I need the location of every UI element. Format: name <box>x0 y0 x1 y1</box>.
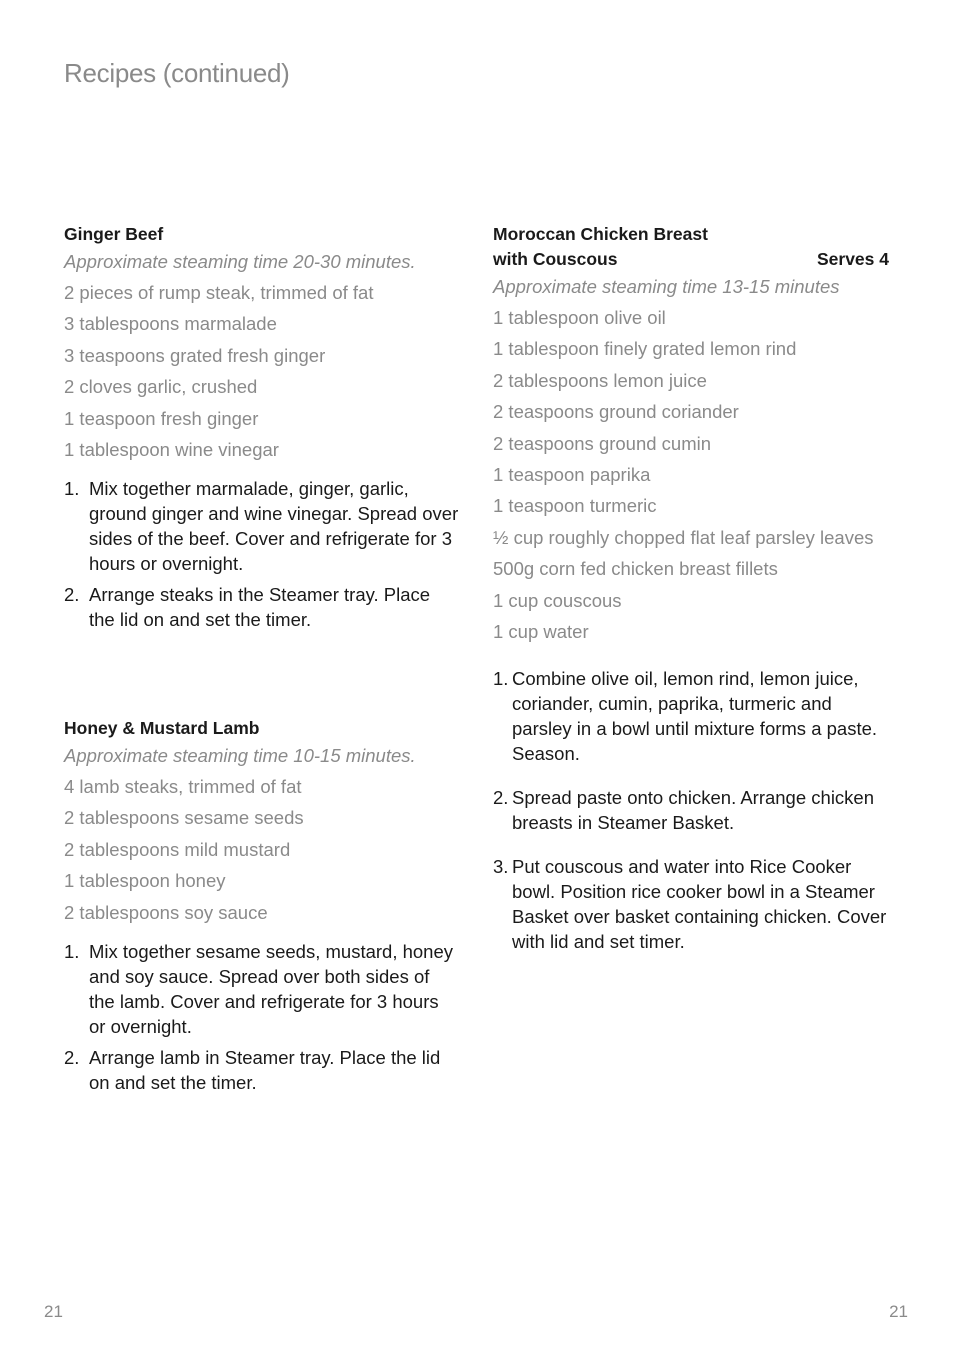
ingredient-item: 1 teaspoon turmeric <box>493 495 657 517</box>
recipe-moroccan-chicken <box>493 222 889 954</box>
method-step <box>64 1045 460 1095</box>
ingredient-item: 500g corn fed chicken breast fillets <box>493 558 778 580</box>
left-column <box>64 222 460 1093</box>
recipe-title: Ginger Beef <box>64 224 164 244</box>
method-step <box>64 939 460 1039</box>
recipe-honey-mustard-lamb <box>64 716 460 1101</box>
method-step <box>64 476 460 576</box>
ingredient-item: 2 cloves garlic, crushed <box>64 376 258 398</box>
ingredient-list <box>64 774 460 925</box>
ingredient-item: 1 teaspoon fresh ginger <box>64 407 259 429</box>
step-number: 1. <box>64 940 80 962</box>
ingredient-item: 2 tablespoons mild mustard <box>64 838 291 860</box>
ingredient-item: 2 teaspoons ground coriander <box>493 401 739 423</box>
step-number: 1. <box>493 667 509 689</box>
method-steps <box>493 666 889 954</box>
method-steps <box>64 476 460 632</box>
method-step <box>493 854 889 954</box>
step-text: Mix together marmalade, ginger, garlic, ground ginger and wine vinegar. Spread over sides of the beef. Cover and refrigerate for 3 hours or overnight. <box>89 477 459 574</box>
step-number: 2. <box>64 1046 80 1068</box>
ingredient-item: 1 cup couscous <box>493 589 622 611</box>
method-step <box>493 785 889 835</box>
ingredient-item: 1 cup water <box>493 620 589 642</box>
ingredient-list <box>493 305 889 644</box>
recipe-ginger-beef <box>64 222 460 632</box>
ingredient-item: 1 tablespoon wine vinegar <box>64 438 279 460</box>
serves-label: Serves 4 <box>816 249 889 269</box>
step-text: Mix together sesame seeds, mustard, honey and soy sauce. Spread over both sides of the lamb. Cover and refrigerate for 3 hours or overnight. <box>89 940 454 1037</box>
ingredient-item: 2 tablespoons soy sauce <box>64 901 268 923</box>
page-number-right: 21 <box>889 1302 908 1321</box>
step-text: Put couscous and water into Rice Cooker bowl. Position rice cooker bowl in a Steamer Basket over basket containing chicken. Cover with lid and set timer. <box>512 855 887 952</box>
recipe-title-row <box>493 247 889 272</box>
step-text: Arrange lamb in Steamer tray. Place the lid on and set the timer. <box>89 1046 441 1093</box>
steaming-time: Approximate steaming time 20-30 minutes. <box>64 251 416 272</box>
ingredient-item: 1 teaspoon paprika <box>493 463 651 485</box>
method-step <box>493 666 889 766</box>
method-steps <box>64 939 460 1095</box>
step-text: Combine olive oil, lemon rind, lemon juice, coriander, cumin, paprika, turmeric and parsley in a bowl until mixture forms a paste. Season. <box>512 667 878 764</box>
ingredient-item: 1 tablespoon finely grated lemon rind <box>493 338 797 360</box>
ingredient-item: 2 tablespoons sesame seeds <box>64 807 304 829</box>
recipe-title: Moroccan Chicken Breast <box>493 224 708 244</box>
ingredient-list <box>64 280 460 462</box>
step-text: Spread paste onto chicken. Arrange chicken breasts in Steamer Basket. <box>512 786 875 833</box>
page-number-left: 21 <box>44 1302 63 1321</box>
recipe-title-line2: with Couscous <box>493 249 618 269</box>
ingredient-item: 1 tablespoon honey <box>64 870 226 892</box>
steaming-time: Approximate steaming time 13-15 minutes <box>493 276 840 297</box>
ingredient-item: 4 lamb steaks, trimmed of fat <box>64 776 302 797</box>
recipe-title: Honey & Mustard Lamb <box>64 718 260 738</box>
steaming-time: Approximate steaming time 10-15 minutes. <box>64 745 416 766</box>
page-title: Recipes (continued) <box>64 58 290 88</box>
step-number: 2. <box>64 583 80 605</box>
ingredient-item: ½ cup roughly chopped flat leaf parsley leaves <box>493 526 874 548</box>
ingredient-item: 3 teaspoons grated fresh ginger <box>64 344 326 366</box>
step-number: 1. <box>64 477 80 499</box>
method-step <box>64 582 460 632</box>
ingredient-item: 1 tablespoon olive oil <box>493 307 666 328</box>
step-number: 3. <box>493 855 509 877</box>
step-number: 2. <box>493 786 509 808</box>
ingredient-item: 2 pieces of rump steak, trimmed of fat <box>64 282 374 303</box>
right-column <box>493 222 889 973</box>
step-text: Arrange steaks in the Steamer tray. Place the lid on and set the timer. <box>89 583 431 630</box>
ingredient-item: 2 teaspoons ground cumin <box>493 432 712 454</box>
ingredient-item: 2 tablespoons lemon juice <box>493 369 707 391</box>
ingredient-item: 3 tablespoons marmalade <box>64 313 277 335</box>
